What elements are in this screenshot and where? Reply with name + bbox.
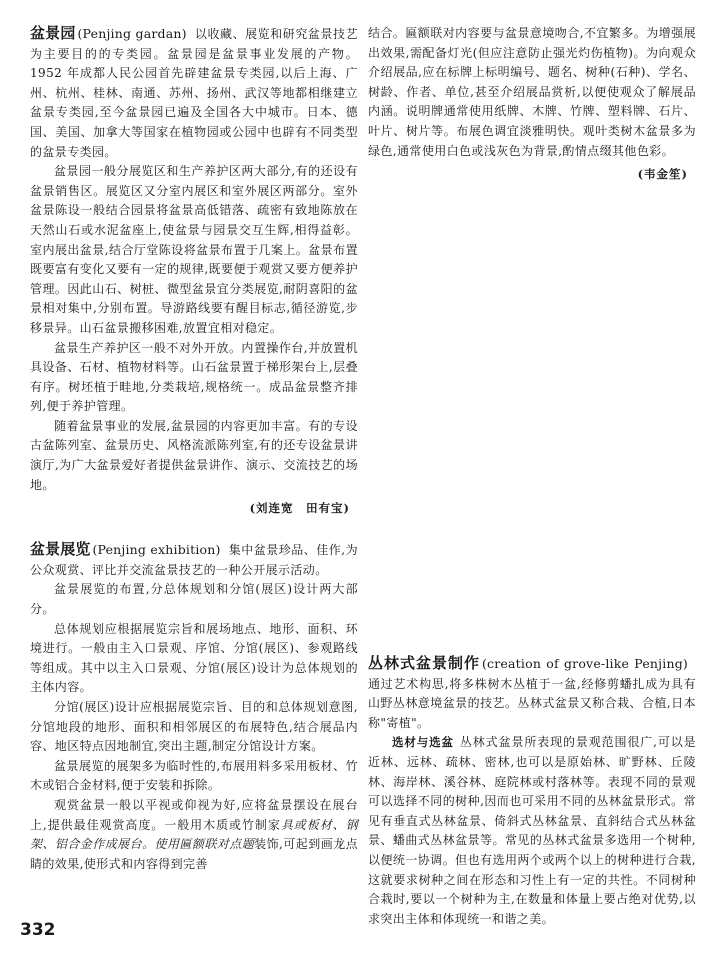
entry-term-en: (Penjing gardan) [77,26,187,41]
text-run: 装饰,可起到画龙点睛的效果,使形式和内容得到完善 [30,837,358,871]
entry-heading: 丛林式盆景制作 [368,654,480,672]
paragraph: 盆景展览的布置,分总体规划和分馆(展区)设计两大部分。 [30,582,358,617]
paragraph: 盆景园一般分展览区和生产养护区两大部分,有的还设有盆景销售区。展览区又分室内展区和室外展区两部分。室外盆景陈设一般结合园景将盆景高低错落、疏密有致地陈放在天然山石或水泥盆座上,使盆景与园景交互生辉,相得益彰。室内展出盆景,结合厅堂陈设将盆景布置于几案上。盆景布置既要富有变化又要有一定的规律,既要便于观赏又要方便养护管理。因此山石、树桩、微型盆景宜分类展览,耐阴喜阳的盆景相对集中,分别布置。导游路线要有醒目标志,循径游览,步移景异。山石盆景搬移困难,放置宜相对稳定。 [30,164,358,335]
entry-grove-penjing [368,654,696,929]
paragraph: 结合。匾额联对内容要与盆景意境吻合,不宜繁多。为增强展出效果,需配备灯光(但应注意防止强光灼伤植物)。为向观众介绍展品,应在标牌上标明编号、题名、树种(石种)、学名、树龄、作者、单位,甚至介绍展品赏析,以便使观众了解展品内涵。说明牌通常使用纸牌、木牌、竹牌、塑料牌、石片、叶片、树片等。布展色调宜淡雅明快。观叶类树木盆景多为绿色,通常使用白色或浅灰色为背景,酌情点缀其他色彩。 [368,26,696,158]
paragraph: 盆景展览的展架多为临时性的,布展用料多采用板材、竹木或铝合金材料,便于安装和拆除。 [30,758,358,793]
entry-text: 以收藏、展览和研究盆景技艺为主要目的的专类园。盆景园是盆景事业发展的产物。1952 年成都人民公园首先辟建盆景专类园,以后上海、广州、杭州、桂林、南通、苏州、扬州、武汉等地都相继建立盆景专类园,至今盆景园已遍及全国各大中城市。日本、德国、美国、加拿大等国家在植物园或公园中也辟有不同类型的盆景专类园。 [30,27,358,159]
entry-heading: 盆景展览 [30,540,91,559]
entry-penjing-exhibition [30,540,358,874]
entry-penjing-garden [30,24,358,518]
entry-term-en: (creation of grove-like Penjing) [481,656,688,671]
text-run: 观赏盆景一般以平视或仰视为好,应将盆景摆设在展台上,提供最佳观赏高度。一般用木质或竹制家 [30,797,358,832]
entry-penjing-exhibition-continued [368,24,696,184]
left-column [30,24,358,874]
paragraph: 分馆(展区)设计应根据展览宗旨、目的和总体规划意图,分馆地段的地形、面积和相邻展区的布展特色,结合展品内容、地区特点因地制宜,突出主题,制定分馆设计方案。 [30,700,358,754]
entry-term-en: (Penjing exhibition) [92,542,221,558]
entry-text: 集中盆景珍品、佳作,为公众观赏、评比并交流盆景技艺的一种公开展示活动。 [30,543,358,577]
author-credit: (刘连宽 田有宝) [249,501,350,516]
paragraph [368,654,696,733]
entry-text: 丛林式盆景所表现的景观范围很广,可以是近林、远林、疏林、密林,也可以是原始林、旷野林、丘陵林、海岸林、溪谷林、庭院林或村落林等。表现不同的景观可以选择不同的树种,因而也可采用不同的丛林盆景形式。常见有垂直式丛林盆景、倚斜式丛林盆景、直斜结合式丛林盆景、蟠曲式丛林盆景等。常见的丛林式盆景多选用一个树种,以便统一协调。但也有选用两个或两个以上的树种进行合栽,这就要求树种之间在形态和习性上有一定的共性。不同树种合栽时,要以一个树种为主,在数量和体量上要占绝对优势,以求突出主体和体现统一和谐之美。 [368,735,697,926]
author-credit: (韦金笙) [637,167,688,182]
paragraph: 随着盆景事业的发展,盆景园的内容更加丰富。有的专设古盆陈列室、盆景历史、风格流派陈列室,有的还专设盆景讲演厅,为广大盆景爱好者提供盆景讲作、演示、交流技艺的场地。 [30,418,358,492]
right-column [368,24,697,926]
paragraph [30,540,358,580]
page-number: 332 [20,920,56,940]
paragraph [30,24,358,162]
paragraph: 总体规划应根据展览宗旨和展场地点、地形、面积、环境进行。一般由主入口景观、序馆、分馆(展区)、参观路线等组成。其中以主入口景观、分馆(展区)设计为总体规划的主体内容。 [30,621,358,695]
subheading: 选材与选盆 [392,735,454,750]
paragraph [368,733,696,929]
paragraph [30,796,358,874]
entry-text: 通过艺术构思,将多株树木丛植于一盆,经修剪蟠扎成为具有山野丛林意境盆景的技艺。丛林式盆景又称合栽、合植,日本称"寄植"。 [368,676,696,730]
entry-heading: 盆景园 [30,24,76,42]
text-run-italic: 具或板材、钢架、铝合金作成展台。使用匾额联对点题 [30,817,358,852]
paragraph: 盆景生产养护区一般不对外开放。内置操作台,并放置机具设备、石材、植物材料等。山石盆景置于梯形架台上,层叠有序。树坯植于畦地,分类栽培,规格统一。成品盆景整齐排列,便于养护管理。 [30,340,358,414]
